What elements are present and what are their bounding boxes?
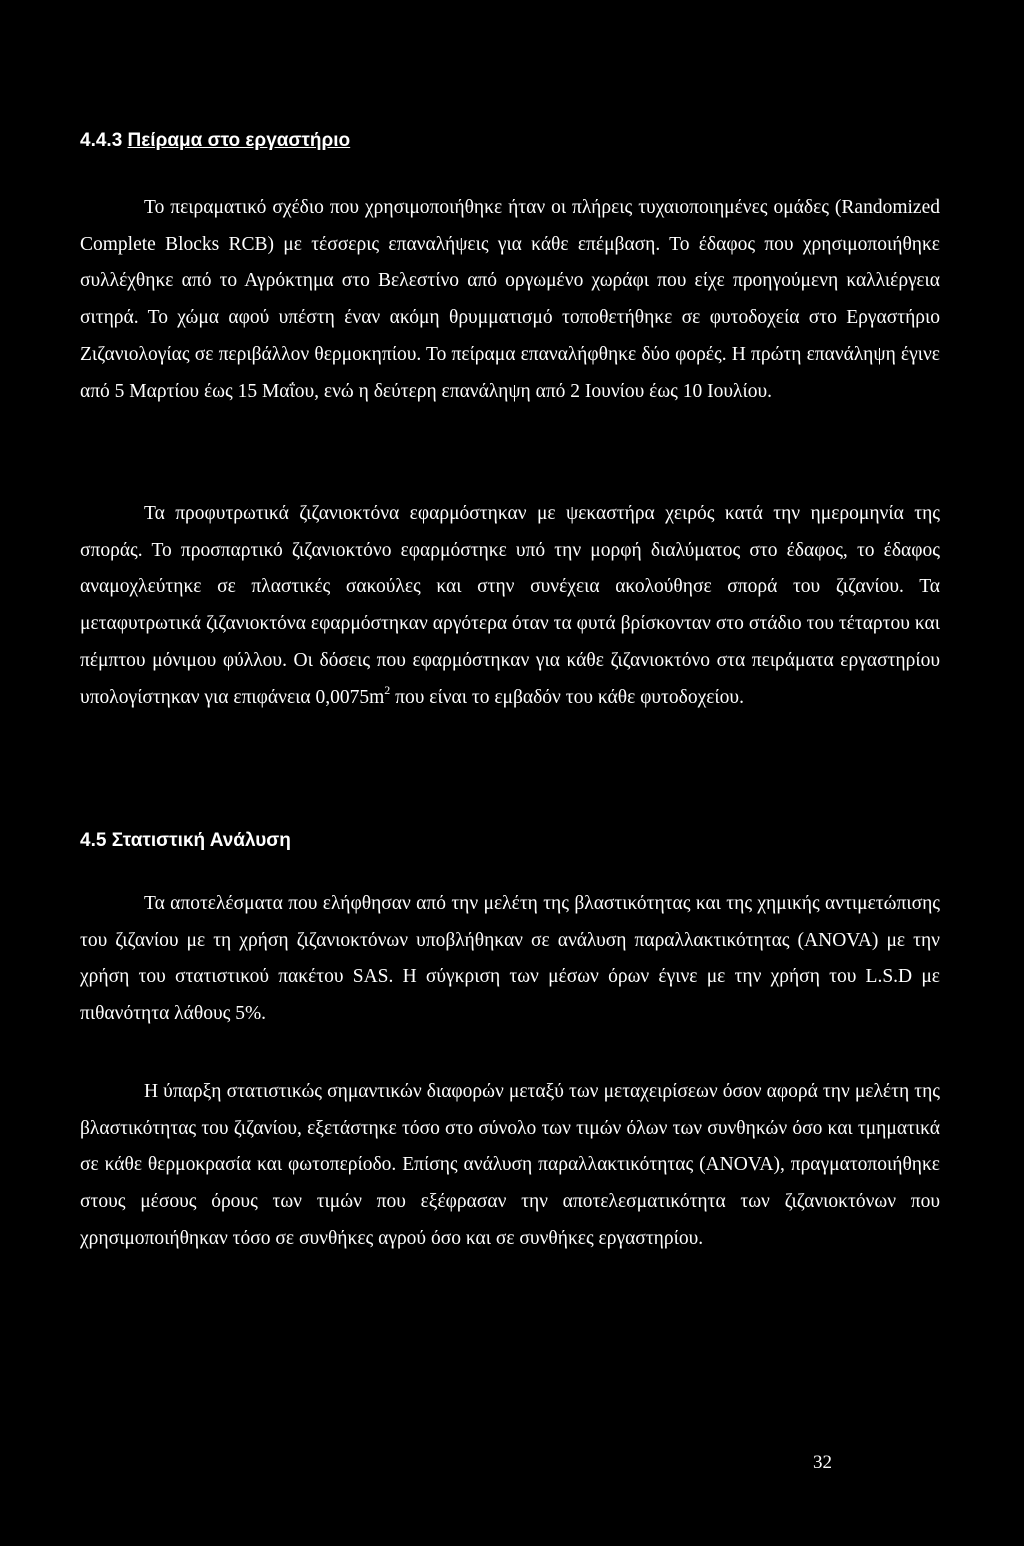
section-title: Πείραμα στο εργαστήριο (127, 130, 351, 151)
superscript-exponent: 2 (384, 682, 391, 697)
paragraph-significant-differences (80, 1074, 940, 1258)
section-title: Στατιστική Ανάλυση (111, 830, 291, 851)
paragraph-text: Η ύπαρξη στατιστικώς σημαντικών διαφορών μεταξύ των μεταχειρίσεων όσον αφορά την μελέτη της βλαστικότητας του ζιζανίου, εξετάστηκε τόσο στο σύνολο των τιμών όλων των συνθηκών όσο και τμηματικά σε κάθε θερμοκρασία και φωτοπερίοδο. Επίσης ανάλυση παραλλακτικότητας (ANOVA), πραγματοποιήθηκε στους μέσους όρους των τιμών που εξέφρασαν την αποτελεσματικότητα των ζιζανιοκτόνων που χρησιμοποιήθηκαν τόσο σε συνθήκες αγρού όσο και σε συνθήκες εργαστηρίου. (80, 1081, 940, 1249)
section-number: 4.4.3 (80, 130, 123, 151)
paragraph-experimental-design (80, 190, 940, 410)
paragraph-text: Τα προφυτρωτικά ζιζανιοκτόνα εφαρμόστηκαν με ψεκαστήρα χειρός κατά την ημερομηνία της σποράς. Το προσπαρτικό ζιζανιοκτόνο εφαρμόστηκε υπό την μορφή διαλύματος στο έδαφος, το έδαφος αναμοχλεύτηκε σε πλαστικές σακούλες και στην συνέχεια ακολούθησε σπορά του ζιζανίου. Τα μεταφυτρωτικά ζιζανιοκτόνα εφαρμόστηκαν αργότερα όταν τα φυτά βρίσκονταν στο στάδιο του τέταρτου και πέμπτου μόνιμου φύλλου. Οι δόσεις που εφαρμόστηκαν για κάθε ζιζανιοκτόνο στα πειράματα εργαστηρίου υπολογίστηκαν για επιφάνεια 0,0075m (80, 503, 940, 708)
section-number: 4.5 (80, 830, 107, 851)
section-heading-4-5 (80, 830, 291, 852)
paragraph-statistical-analysis (80, 886, 940, 1033)
paragraph-text: Το πειραματικό σχέδιο που χρησιμοποιήθηκε ήταν οι πλήρεις τυχαιοποιημένες ομάδες (Randomized Complete Blocks RCB) με τέσσερις επαναλήψεις για κάθε επέμβαση. Το έδαφος που χρησιμοποιήθηκε συλλέχθηκε από το Αγρόκτημα στο Βελεστίνο από οργωμένο χωράφι που είχε προηγούμενη καλλιέργεια σιτηρά. Το χώμα αφού υπέστη έναν ακόμη θρυμματισμό τοποθετήθηκε σε φυτοδοχεία στο Εργαστήριο Ζιζανιολογίας σε περιβάλλον θερμοκηπίου. Το πείραμα επαναλήφθηκε δύο φορές. Η πρώτη επανάληψη έγινε από 5 Μαρτίου έως 15 Μαΐου, ενώ η δεύτερη επανάληψη από 2 Ιουνίου έως 10 Ιουλίου. (80, 197, 940, 402)
paragraph-text: Τα αποτελέσματα που ελήφθησαν από την μελέτη της βλαστικότητας και της χημικής αντιμετώπισης του ζιζανίου με τη χρήση ζιζανιοκτόνων υποβλήθηκαν σε ανάλυση παραλλακτικότητας (ANOVA) με την χρήση του στατιστικού πακέτου SAS. Η σύγκριση των μέσων όρων έγινε με την χρήση του L.S.D με πιθανότητα λάθους 5%. (80, 893, 940, 1025)
paragraph-herbicide-application (80, 496, 940, 716)
page-number: 32 (813, 1452, 832, 1473)
paragraph-text-end: που είναι το εμβαδόν του κάθε φυτοδοχείου. (390, 686, 744, 708)
section-heading-4-4-3 (80, 130, 350, 152)
